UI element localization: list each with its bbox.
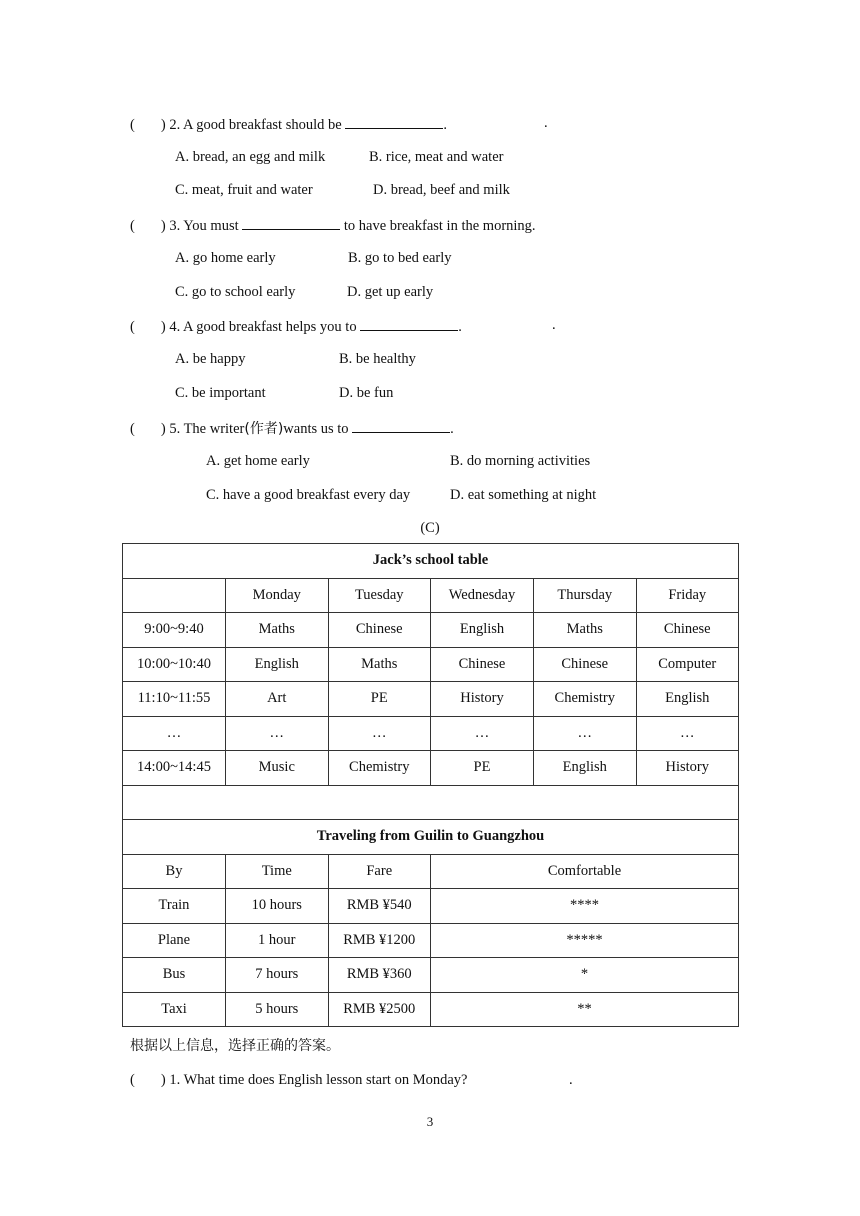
option-b: B. rice, meat and water [369,149,504,165]
option-d: D. eat something at night [450,487,597,503]
table-cell: History [636,751,739,786]
table-row [123,613,739,648]
table-cell: Chinese [636,613,739,648]
question-text: wants us to [283,421,353,437]
option-b: B. be healthy [339,351,416,367]
table-cell: English [226,647,329,682]
table-cell: Maths [226,613,329,648]
table-row [123,889,739,924]
option-c: C. meat, fruit and water [175,182,313,198]
fill-blank[interactable] [345,114,443,129]
column-header: By [123,854,226,889]
table-cell: … [226,716,329,751]
question-number: 4 [169,319,177,335]
table-cell [123,785,739,820]
table-row [123,682,739,717]
table-cell: Maths [534,613,637,648]
table-cell: 10 hours [226,889,329,924]
table-cell [123,578,226,613]
empty-separator-row [123,785,739,820]
day-header: Friday [636,578,739,613]
table-cell: Music [226,751,329,786]
day-header: Monday [226,578,329,613]
question-end: . [450,421,454,437]
rating-cell: * [431,958,739,993]
table-cell: English [534,751,637,786]
time-cell: 10:00~10:40 [123,647,226,682]
question-number: 1 [169,1072,177,1088]
table-cell: 1 hour [226,923,329,958]
travel-title-row [123,820,739,855]
time-cell: 9:00~9:40 [123,613,226,648]
table-cell: Train [123,889,226,924]
question-end: . [443,117,447,133]
stray-mark: . [552,317,556,333]
table-cell: … [534,716,637,751]
table-cell: Chinese [431,647,534,682]
schedule-header-row [123,578,739,613]
question-5: ( ) 5. The writer(作者)wants us to . [130,418,454,438]
option-c: C. be important [175,385,266,401]
table-cell: Chinese [328,613,431,648]
table-cell: Maths [328,647,431,682]
rating-cell: ***** [431,923,739,958]
section-label: (C) [420,520,440,536]
table-row [123,923,739,958]
question-text-end: to have breakfast in the morning. [340,218,536,234]
column-header: Fare [328,854,431,889]
table-cell: Computer [636,647,739,682]
question-text: A good breakfast should be [183,117,346,133]
instruction-text: 根据以上信息，选择正确的答案。 [130,1038,340,1054]
option-b: B. go to bed early [348,250,452,266]
table-row [123,958,739,993]
table-cell: Bus [123,958,226,993]
fill-blank[interactable] [242,215,340,230]
info-table [122,543,739,1027]
table-cell: … [636,716,739,751]
table-cell: 7 hours [226,958,329,993]
page-number: 3 [426,1114,434,1129]
column-header: Time [226,854,329,889]
option-d: D. get up early [347,284,434,300]
table-cell: … [328,716,431,751]
question-text: A good breakfast helps you to [183,319,361,335]
rating-cell: **** [431,889,739,924]
option-d: D. bread, beef and milk [373,182,510,198]
table-cell: History [431,682,534,717]
table-cell: Plane [123,923,226,958]
table-cell: 5 hours [226,992,329,1027]
question-4: ( ) 4. A good breakfast helps you to . [130,316,462,336]
table-cell: Chemistry [534,682,637,717]
table-cell: Taxi [123,992,226,1027]
schedule-title: Jack’s school table [123,544,739,579]
question-2: ( ) 2. A good breakfast should be . [130,114,447,134]
table-cell: RMB ¥1200 [328,923,431,958]
option-d: D. be fun [339,385,394,401]
option-b: B. do morning activities [450,453,591,469]
question-text: What time does English lesson start on Monday? [183,1072,468,1088]
table-cell: RMB ¥540 [328,889,431,924]
day-header: Thursday [534,578,637,613]
option-a: A. go home early [175,250,276,266]
table-row [123,992,739,1027]
question-3: ( ) 3. You must to have breakfast in the morning. [130,215,536,235]
column-header: Comfortable [431,854,739,889]
stray-mark: . [569,1072,573,1088]
table-row [123,751,739,786]
table-cell: English [431,613,534,648]
time-cell: 14:00~14:45 [123,751,226,786]
table-cell: PE [431,751,534,786]
table-cell: … [431,716,534,751]
option-c: C. have a good breakfast every day [206,487,411,503]
table-row [123,647,739,682]
question-number: 2 [169,117,177,133]
question-number: 3 [169,218,177,234]
fill-blank[interactable] [360,316,458,331]
option-a: A. bread, an egg and milk [175,149,326,165]
rating-cell: ** [431,992,739,1027]
day-header: Tuesday [328,578,431,613]
table-cell: RMB ¥2500 [328,992,431,1027]
table-cell: RMB ¥360 [328,958,431,993]
day-header: Wednesday [431,578,534,613]
question-c1: ( ) 1. What time does English lesson start on Monday? [130,1072,468,1088]
chinese-note: (作者) [244,421,284,437]
travel-title: Traveling from Guilin to Guangzhou [123,820,739,855]
option-c: C. go to school early [175,284,296,300]
table-cell: PE [328,682,431,717]
option-a: A. get home early [206,453,310,469]
fill-blank[interactable] [352,418,450,433]
question-number: 5 [169,421,177,437]
table-cell: Chinese [534,647,637,682]
question-text: You must [183,218,243,234]
stray-mark: . [544,115,548,131]
schedule-title-row [123,544,739,579]
travel-header-row [123,854,739,889]
table-cell: English [636,682,739,717]
table-cell: … [123,716,226,751]
table-row [123,716,739,751]
question-text: The writer [183,421,245,437]
question-end: . [458,319,462,335]
table-cell: Chemistry [328,751,431,786]
time-cell: 11:10~11:55 [123,682,226,717]
option-a: A. be happy [175,351,246,367]
table-cell: Art [226,682,329,717]
